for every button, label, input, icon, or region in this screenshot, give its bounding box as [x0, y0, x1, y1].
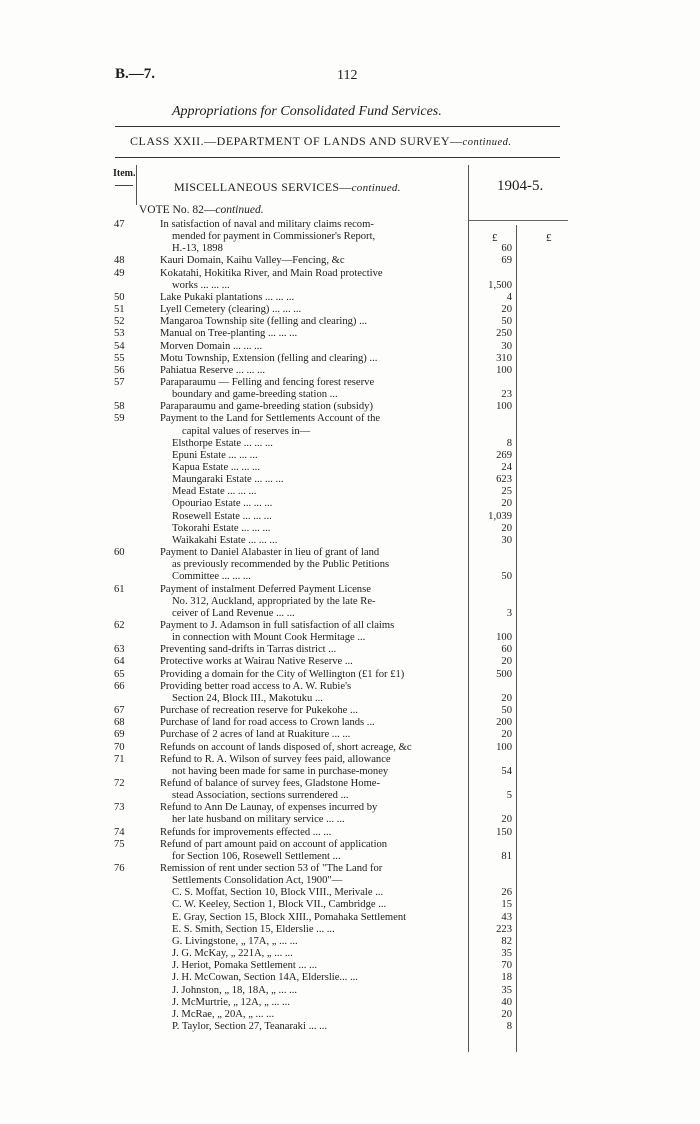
section-title-continued: continued.: [351, 182, 401, 194]
item-description: Morven Domain ... ... ...: [160, 340, 263, 352]
item-amount: 8: [506, 437, 512, 449]
item-number: 48: [114, 255, 125, 267]
item-number: 53: [114, 328, 125, 340]
table-row: [0, 887, 700, 899]
item-amount: 200: [496, 717, 512, 729]
item-description: J. H. McCowan, Section 14A, Elderslie... ...: [172, 972, 358, 984]
item-description: not having been made for same in purchase-money: [172, 765, 389, 777]
item-description: Refund to R. A. Wilson of survey fees paid, allowance: [160, 753, 391, 765]
item-amount: 20: [501, 498, 512, 510]
table-row: [0, 243, 700, 255]
item-number: 56: [114, 364, 125, 376]
table-row: [0, 304, 700, 316]
item-amount: 81: [501, 850, 512, 862]
item-description: in connection with Mount Cook Hermitage ...: [172, 632, 366, 644]
item-description: Payment of instalment Deferred Payment License: [160, 583, 371, 595]
table-row: [0, 924, 700, 936]
item-description: Refunds for improvements effected ... ...: [160, 826, 332, 838]
item-description: J. McRae, „ 20A, „ ... ...: [172, 1008, 275, 1020]
table-row: [0, 875, 700, 887]
item-amount: 60: [501, 644, 512, 656]
table-row: [0, 559, 700, 571]
table-row: [0, 255, 700, 267]
table-row: [0, 997, 700, 1009]
item-number: 73: [114, 802, 125, 814]
item-number: 58: [114, 401, 125, 413]
item-amount: 20: [501, 1008, 512, 1020]
item-description: E. S. Smith, Section 15, Elderslie ... ...: [172, 923, 335, 935]
table-row: [0, 438, 700, 450]
table-row: [0, 644, 700, 656]
item-description: No. 312, Auckland, appropriated by the late Re-: [172, 595, 376, 607]
item-number: 64: [114, 656, 125, 668]
item-amount: 1,039: [488, 510, 512, 522]
item-description: works ... ... ...: [172, 279, 230, 291]
table-row: [0, 596, 700, 608]
table-row: [0, 912, 700, 924]
item-amount: 30: [501, 534, 512, 546]
item-number: 52: [114, 316, 125, 328]
item-number: 50: [114, 291, 125, 303]
item-number: 65: [114, 668, 125, 680]
item-description: Protective works at Wairau Native Reserve ...: [160, 656, 353, 668]
item-number: 68: [114, 717, 125, 729]
item-amount: 100: [496, 632, 512, 644]
item-description: J. Johnston, „ 18, 18A, „ ... ...: [172, 984, 298, 996]
table-row: [0, 656, 700, 668]
item-description: Remission of rent under section 53 of "The Land for: [160, 863, 383, 874]
item-number: 57: [114, 377, 125, 388]
item-amount: 20: [501, 522, 512, 534]
item-amount: 20: [501, 656, 512, 668]
item-amount: 1,500: [488, 279, 512, 291]
item-column-header: Item.: [113, 168, 136, 179]
table-row: [0, 754, 700, 766]
item-description: Lyell Cemetery (clearing) ... ... ...: [160, 304, 302, 316]
table-row: [0, 547, 700, 559]
item-description: Paraparaumu and game-breeding station (subsidy): [160, 401, 373, 413]
item-description: Settlements Consolidation Act, 1900"—: [172, 875, 343, 887]
item-description: Elsthorpe Estate ... ... ...: [172, 437, 273, 449]
item-number: 47: [114, 219, 125, 230]
item-amount: 60: [501, 243, 512, 255]
table-row: [0, 1021, 700, 1033]
item-number: 60: [114, 547, 125, 558]
table-row: [0, 936, 700, 948]
section-title: [174, 180, 401, 195]
item-amount: 26: [501, 887, 512, 899]
item-description: Purchase of recreation reserve for Pukekohe ...: [160, 705, 358, 716]
table-row: [0, 729, 700, 741]
item-description: Opouriao Estate ... ... ...: [172, 498, 273, 510]
item-number: 66: [114, 680, 125, 692]
item-amount: 20: [501, 692, 512, 704]
item-amount: 50: [501, 571, 512, 583]
table-row: [0, 280, 700, 292]
table-row: [0, 219, 700, 231]
class-title-continued: continued.: [462, 137, 512, 148]
item-description: Maungaraki Estate ... ... ...: [172, 474, 284, 486]
item-number: 71: [114, 753, 125, 765]
table-row: [0, 426, 700, 438]
table-row: [0, 717, 700, 729]
table-row: [0, 389, 700, 401]
item-description: Section 24, Block III., Makotuku ...: [172, 692, 323, 704]
item-amount: 40: [501, 996, 512, 1008]
table-row: [0, 839, 700, 851]
table-row: [0, 851, 700, 863]
table-row: [0, 960, 700, 972]
item-number: 70: [114, 741, 125, 753]
item-amount: 30: [501, 340, 512, 352]
table-row: [0, 523, 700, 535]
table-row: [0, 972, 700, 984]
class-title-text: CLASS XXII.—DEPARTMENT OF LANDS AND SURVEY—: [130, 134, 463, 148]
item-number: 67: [114, 705, 125, 716]
item-amount: 269: [496, 449, 512, 461]
table-row: [0, 231, 700, 243]
item-amount: 43: [501, 911, 512, 923]
item-description: Mangaroa Township site (felling and clearing) ...: [160, 316, 368, 328]
item-number: 72: [114, 777, 125, 789]
item-amount: 5: [506, 790, 512, 802]
table-row: [0, 341, 700, 353]
item-description: Mead Estate ... ... ...: [172, 486, 257, 498]
item-description: Rosewell Estate ... ... ...: [172, 510, 272, 522]
class-title: [130, 134, 512, 149]
item-description: Providing a domain for the City of Wellington (£1 for £1): [160, 668, 405, 680]
item-number: 49: [114, 267, 125, 279]
page-subtitle: Appropriations for Consolidated Fund Services.: [172, 104, 442, 119]
item-amount: 20: [501, 304, 512, 316]
currency-symbol-col2: £: [546, 232, 552, 244]
item-number: 74: [114, 826, 125, 838]
header-rule-top: [115, 126, 560, 127]
item-amount: 20: [501, 814, 512, 826]
item-description: Purchase of 2 acres of land at Ruakiture ... ...: [160, 729, 351, 741]
item-description: Epuni Estate ... ... ...: [172, 449, 258, 461]
item-description: Paraparaumu — Felling and fencing forest reserve: [160, 377, 375, 388]
item-description: mended for payment in Commissioner's Report,: [172, 231, 376, 243]
item-description: Kapua Estate ... ... ...: [172, 462, 260, 473]
item-number: 63: [114, 644, 125, 656]
item-number: 51: [114, 304, 125, 316]
item-header-underline: [115, 185, 133, 186]
table-row: [0, 705, 700, 717]
item-description: J. McMurtrie, „ 12A, „ ... ...: [172, 996, 290, 1008]
item-description: Motu Township, Extension (felling and clearing) ...: [160, 352, 378, 364]
table-row: [0, 377, 700, 389]
item-description: boundary and game-breeding station ...: [172, 389, 338, 401]
header-rule-bottom: [115, 157, 560, 158]
item-amount: 18: [501, 972, 512, 984]
table-row: [0, 268, 700, 280]
item-amount: 250: [496, 328, 512, 340]
item-amount: 50: [501, 316, 512, 328]
table-row: [0, 985, 700, 997]
item-description: Lake Pukaki plantations ... ... ...: [160, 291, 295, 303]
table-row: [0, 948, 700, 960]
item-amount: 500: [496, 668, 512, 680]
item-amount: 50: [501, 705, 512, 716]
item-description: Kauri Domain, Kaihu Valley—Fencing, &c: [160, 255, 345, 267]
item-amount: 54: [501, 765, 512, 777]
item-number: 75: [114, 838, 125, 850]
item-amount: 310: [496, 352, 512, 364]
item-number: 61: [114, 583, 125, 595]
year-column-header: 1904-5.: [497, 178, 544, 194]
item-description: G. Livingstone, „ 17A, „ ... ...: [172, 935, 298, 947]
item-amount: 24: [501, 462, 512, 473]
item-description: stead Association, sections surrendered ...: [172, 790, 349, 802]
item-amount: 623: [496, 474, 512, 486]
table-row: [0, 365, 700, 377]
item-description: for Section 106, Rosewell Settlement ...: [172, 850, 341, 862]
item-amount: 4: [506, 291, 512, 303]
item-description: Providing better road access to A. W. Rubie's: [160, 680, 352, 692]
item-description: Preventing sand-drifts in Tarras district ...: [160, 644, 337, 656]
item-number: 69: [114, 729, 125, 741]
item-description: Refunds on account of lands disposed of, short acreage, &c: [160, 741, 412, 753]
table-row: [0, 693, 700, 705]
table-row: [0, 620, 700, 632]
table-row: [0, 632, 700, 644]
item-description: Refund of balance of survey fees, Gladstone Home-: [160, 777, 381, 789]
item-description: Manual on Tree-planting ... ... ...: [160, 328, 298, 340]
table-row: [0, 742, 700, 754]
item-description: Kokatahi, Hokitika River, and Main Road protective: [160, 267, 383, 279]
item-description: J. G. McKay, „ 221A, „ ... ...: [172, 948, 293, 959]
table-row: [0, 450, 700, 462]
table-row: [0, 790, 700, 802]
item-amount: 70: [501, 960, 512, 972]
document-code: B.—7.: [115, 66, 156, 82]
table-row: [0, 584, 700, 596]
item-amount: 100: [496, 741, 512, 753]
table-row: [0, 669, 700, 681]
item-description: Waikakahi Estate ... ... ...: [172, 534, 278, 546]
table-row: [0, 802, 700, 814]
table-row: [0, 511, 700, 523]
item-number: 55: [114, 352, 125, 364]
table-row: [0, 827, 700, 839]
item-amount: 82: [501, 935, 512, 947]
item-description: E. Gray, Section 15, Block XIII., Pomahaka Settlement: [172, 911, 407, 923]
table-row: [0, 462, 700, 474]
item-description: Payment to the Land for Settlements Account of the: [160, 413, 381, 425]
table-row: [0, 571, 700, 583]
table-row: [0, 486, 700, 498]
item-description: C. W. Keeley, Section 1, Block VII., Cambridge ...: [172, 899, 387, 911]
item-description: as previously recommended by the Public Petitions: [172, 559, 390, 571]
table-row: [0, 681, 700, 693]
item-amount: 223: [496, 923, 512, 935]
item-amount: 69: [501, 255, 512, 267]
item-description: capital values of reserves in—: [182, 425, 311, 437]
item-description: Tokorahi Estate ... ... ...: [172, 522, 271, 534]
table-row: [0, 814, 700, 826]
item-description: ceiver of Land Revenue ... ...: [172, 607, 295, 619]
item-number: 76: [114, 863, 125, 874]
item-amount: 35: [501, 948, 512, 959]
table-row: [0, 1009, 700, 1021]
item-amount: 20: [501, 729, 512, 741]
vote-heading-text: VOTE No. 82—: [139, 204, 216, 216]
item-number: 59: [114, 413, 125, 425]
item-amount: 3: [506, 607, 512, 619]
item-amount: 15: [501, 899, 512, 911]
item-description: Refund of part amount paid on account of application: [160, 838, 388, 850]
table-row: [0, 863, 700, 875]
item-column-rule: [136, 165, 137, 205]
item-number: 62: [114, 620, 125, 631]
table-row: [0, 498, 700, 510]
table-row: [0, 766, 700, 778]
item-description: Payment to Daniel Alabaster in lieu of grant of land: [160, 547, 380, 558]
table-row: [0, 413, 700, 425]
item-amount: 23: [501, 389, 512, 401]
table-row: [0, 535, 700, 547]
table-row: [0, 474, 700, 486]
vote-heading: [139, 204, 264, 216]
vote-heading-continued: continued.: [215, 204, 264, 216]
table-row: [0, 353, 700, 365]
item-amount: 25: [501, 486, 512, 498]
item-description: Purchase of land for road access to Crown lands ...: [160, 717, 375, 729]
table-row: [0, 328, 700, 340]
item-amount: 8: [506, 1020, 512, 1032]
page-number: 112: [337, 68, 358, 83]
item-amount: 100: [496, 401, 512, 413]
item-description: Pahiatua Reserve ... ... ...: [160, 364, 266, 376]
currency-symbol-col1: £: [492, 232, 498, 244]
item-number: 54: [114, 340, 125, 352]
item-amount: 35: [501, 984, 512, 996]
table-row: [0, 608, 700, 620]
table-row: [0, 778, 700, 790]
table-row: [0, 401, 700, 413]
item-description: Refund to Ann De Launay, of expenses incurred by: [160, 802, 378, 814]
item-description: Committee ... ... ...: [172, 571, 251, 583]
table-row: [0, 899, 700, 911]
item-description: C. S. Moffat, Section 10, Block VIII., Merivale ...: [172, 887, 384, 899]
item-description: P. Taylor, Section 27, Teanaraki ... ...: [172, 1020, 328, 1032]
item-amount: 100: [496, 364, 512, 376]
table-row: [0, 316, 700, 328]
item-description: her late husband on military service ... ...: [172, 814, 345, 826]
item-description: H.-13, 1898: [172, 243, 223, 255]
section-title-text: MISCELLANEOUS SERVICES—: [174, 180, 352, 194]
item-description: Payment to J. Adamson in full satisfaction of all claims: [160, 620, 395, 631]
item-description: J. Heriot, Pomaka Settlement ... ...: [172, 960, 318, 972]
item-description: In satisfaction of naval and military claims recom-: [160, 219, 374, 230]
table-row: [0, 292, 700, 304]
item-amount: 150: [496, 826, 512, 838]
